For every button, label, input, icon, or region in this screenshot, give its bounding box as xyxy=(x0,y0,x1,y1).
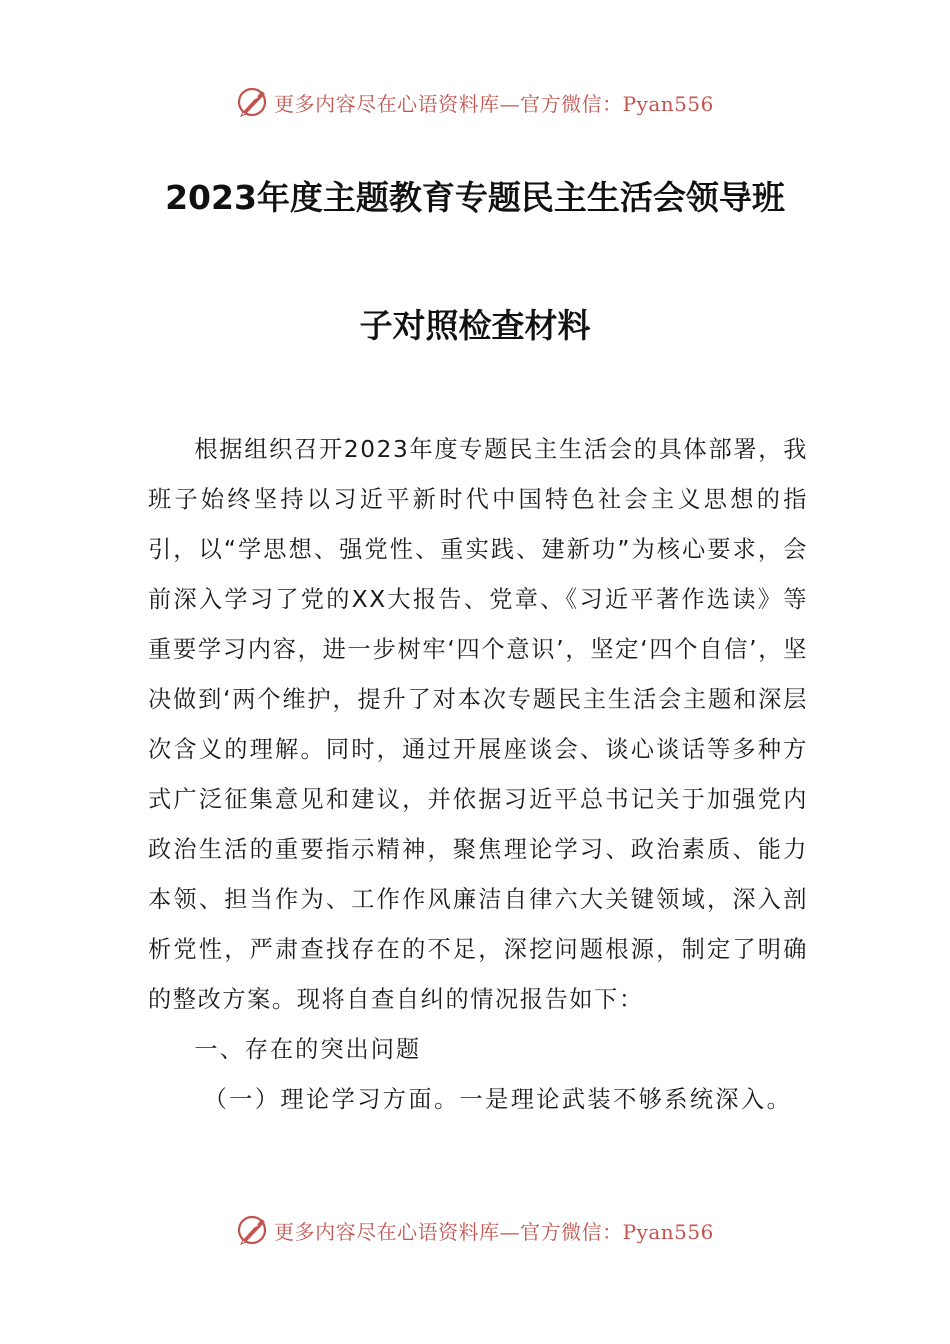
banner-text: 更多内容尽在心语资料库—官方微信：Pyan556 xyxy=(274,1219,714,1244)
pen-logo-icon xyxy=(236,1213,270,1247)
footer-banner xyxy=(0,1210,950,1250)
banner-text: 更多内容尽在心语资料库—官方微信：Pyan556 xyxy=(274,91,714,116)
banner-wechat: 官方微信：Pyan556 xyxy=(520,91,714,116)
doc-title-line1: 2023年度主题教育专题民主生活会领导班 xyxy=(165,178,785,217)
pen-logo-icon xyxy=(236,85,270,119)
intro-paragraph: 根据组织召开2023年度专题民主生活会的具体部署，我班子始终坚持以习近平新时代中国特色社会主义思想的指引，以“学思想、强党性、重实践、建新功”为核心要求，会前深入学习了党的XX大报告、党章、《习近平著作选读》等重要学习内容，进一步树牢‘四个意识’，坚定‘四个自信’，坚决做到‘两个维护，提升了对本次专题民主生活会主题和深层次含义的理解。同时，通过开展座谈会、谈心谈话等多种方式广泛征集意见和建议，并依据习近平总书记关于加强党内政治生活的重要指示精神，聚焦理论学习、政治素质、能力本领、担当作为、工作作风廉洁自律六大关键领域，深入剖析党性，严肃查找存在的不足，深挖问题根源，制定了明确的整改方案。现将自查自纠的情况报告如下： xyxy=(148,436,808,1013)
section-heading-1: 一、存在的突出问题 xyxy=(194,1036,422,1063)
banner-wechat: 官方微信：Pyan556 xyxy=(520,1219,714,1244)
doc-title-line2: 子对照检查材料 xyxy=(359,306,591,345)
doc-body xyxy=(148,425,808,1125)
header-banner xyxy=(0,82,950,122)
subsection-1: （一）理论学习方面。一是理论武装不够系统深入。 xyxy=(203,1086,793,1113)
